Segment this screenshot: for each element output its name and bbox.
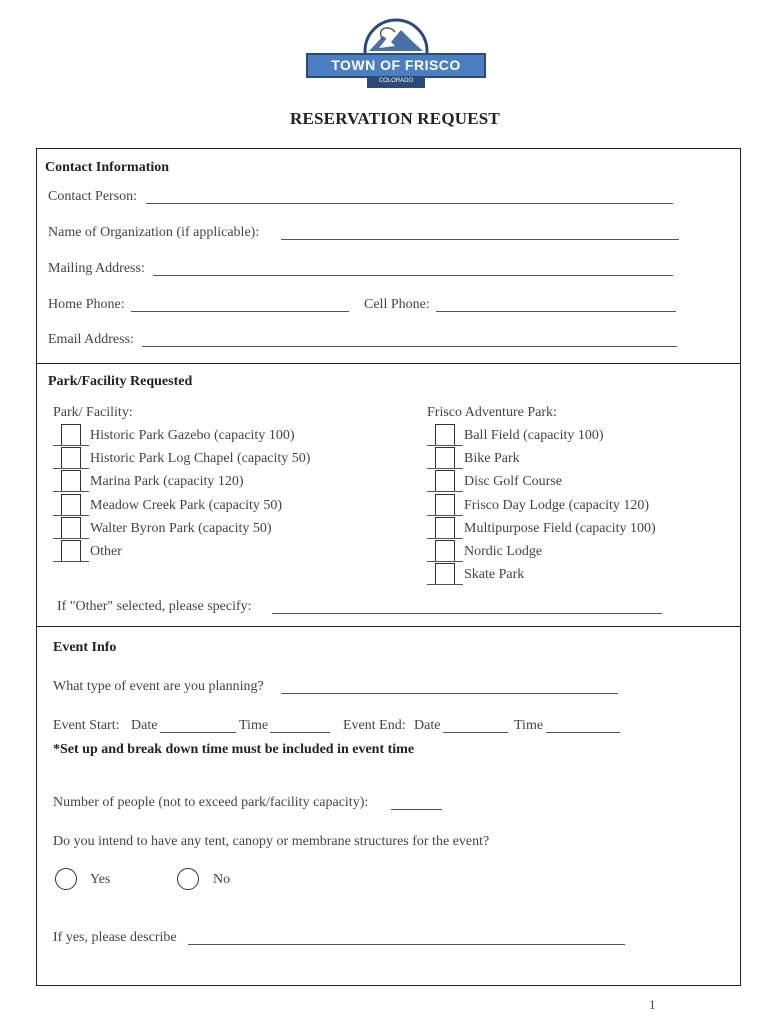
checkbox-label: Meadow Creek Park (capacity 50) xyxy=(90,498,283,513)
event-start-label: Event Start: xyxy=(53,718,120,733)
radio-yes[interactable] xyxy=(55,868,77,890)
page-number: 1 xyxy=(649,997,656,1012)
contact-person-field[interactable] xyxy=(146,203,673,204)
checkbox-label: Historic Park Log Chapel (capacity 50) xyxy=(90,451,311,466)
radio-no-label: No xyxy=(213,872,231,887)
event-section-heading: Event Info xyxy=(53,640,117,655)
page-title: RESERVATION REQUEST xyxy=(290,109,500,128)
checkbox-box[interactable] xyxy=(435,540,455,562)
checkbox-label: Frisco Day Lodge (capacity 120) xyxy=(464,498,650,513)
event-end-date-field[interactable] xyxy=(443,732,508,733)
checkbox-label: Multipurpose Field (capacity 100) xyxy=(464,521,656,536)
cell-phone-field[interactable] xyxy=(436,311,676,312)
checkbox-box[interactable] xyxy=(61,540,81,562)
event-start-time-field[interactable] xyxy=(270,732,330,733)
organization-field[interactable] xyxy=(281,239,679,240)
park-section-heading: Park/Facility Requested xyxy=(48,374,193,389)
logo-town-name: TOWN OF FRISCO xyxy=(331,57,461,73)
mailing-address-field[interactable] xyxy=(153,275,673,276)
checkbox-label: Marina Park (capacity 120) xyxy=(90,474,244,489)
email-label: Email Address: xyxy=(48,332,134,347)
checkbox-box[interactable] xyxy=(61,494,81,516)
event-end-time-label: Time xyxy=(514,718,544,733)
checkbox-box[interactable] xyxy=(61,447,81,469)
other-specify-label: If "Other" selected, please specify: xyxy=(57,599,252,614)
email-field[interactable] xyxy=(142,346,677,347)
checkbox-box[interactable] xyxy=(435,424,455,446)
checkbox-box[interactable] xyxy=(435,563,455,585)
checkbox-label: Disc Golf Course xyxy=(464,474,562,489)
people-count-label: Number of people (not to exceed park/facility capacity): xyxy=(53,795,369,810)
park-facility-label: Park/ Facility: xyxy=(53,405,133,420)
checkbox-box[interactable] xyxy=(435,517,455,539)
event-end-date-label: Date xyxy=(414,718,441,733)
cell-phone-label: Cell Phone: xyxy=(364,297,430,312)
tent-question: Do you intend to have any tent, canopy or membrane structures for the event? xyxy=(53,834,490,849)
section-divider xyxy=(36,363,741,364)
logo-state: COLORADO xyxy=(378,78,414,84)
event-end-label: Event End: xyxy=(343,718,406,733)
home-phone-label: Home Phone: xyxy=(48,297,125,312)
checkbox-label: Historic Park Gazebo (capacity 100) xyxy=(90,428,295,443)
section-divider xyxy=(36,626,741,627)
organization-label: Name of Organization (if applicable): xyxy=(48,225,260,240)
contact-section-heading: Contact Information xyxy=(45,160,170,175)
contact-person-label: Contact Person: xyxy=(48,189,138,204)
checkbox-label: Other xyxy=(90,544,122,559)
event-start-date-field[interactable] xyxy=(160,732,236,733)
describe-label: If yes, please describe xyxy=(53,930,177,945)
checkbox-label: Walter Byron Park (capacity 50) xyxy=(90,521,272,536)
checkbox-box[interactable] xyxy=(61,517,81,539)
checkbox-label: Ball Field (capacity 100) xyxy=(464,428,604,443)
checkbox-box[interactable] xyxy=(435,470,455,492)
event-end-time-field[interactable] xyxy=(546,732,620,733)
describe-field[interactable] xyxy=(188,944,625,945)
people-count-field[interactable] xyxy=(391,809,442,810)
home-phone-field[interactable] xyxy=(131,311,349,312)
event-start-date-label: Date xyxy=(131,718,158,733)
adventure-park-label: Frisco Adventure Park: xyxy=(427,405,557,420)
checkbox-box[interactable] xyxy=(61,470,81,492)
other-specify-field[interactable] xyxy=(272,613,662,614)
checkbox-label: Bike Park xyxy=(464,451,520,466)
checkbox-label: Nordic Lodge xyxy=(464,544,543,559)
town-logo xyxy=(305,18,487,92)
checkbox-box[interactable] xyxy=(61,424,81,446)
event-type-field[interactable] xyxy=(281,693,618,694)
radio-no[interactable] xyxy=(177,868,199,890)
radio-yes-label: Yes xyxy=(90,872,111,887)
checkbox-box[interactable] xyxy=(435,494,455,516)
event-type-label: What type of event are you planning? xyxy=(53,679,264,694)
mailing-address-label: Mailing Address: xyxy=(48,261,145,276)
event-start-time-label: Time xyxy=(239,718,269,733)
checkbox-label: Skate Park xyxy=(464,567,525,582)
setup-note: *Set up and break down time must be included in event time xyxy=(53,742,415,757)
checkbox-box[interactable] xyxy=(435,447,455,469)
